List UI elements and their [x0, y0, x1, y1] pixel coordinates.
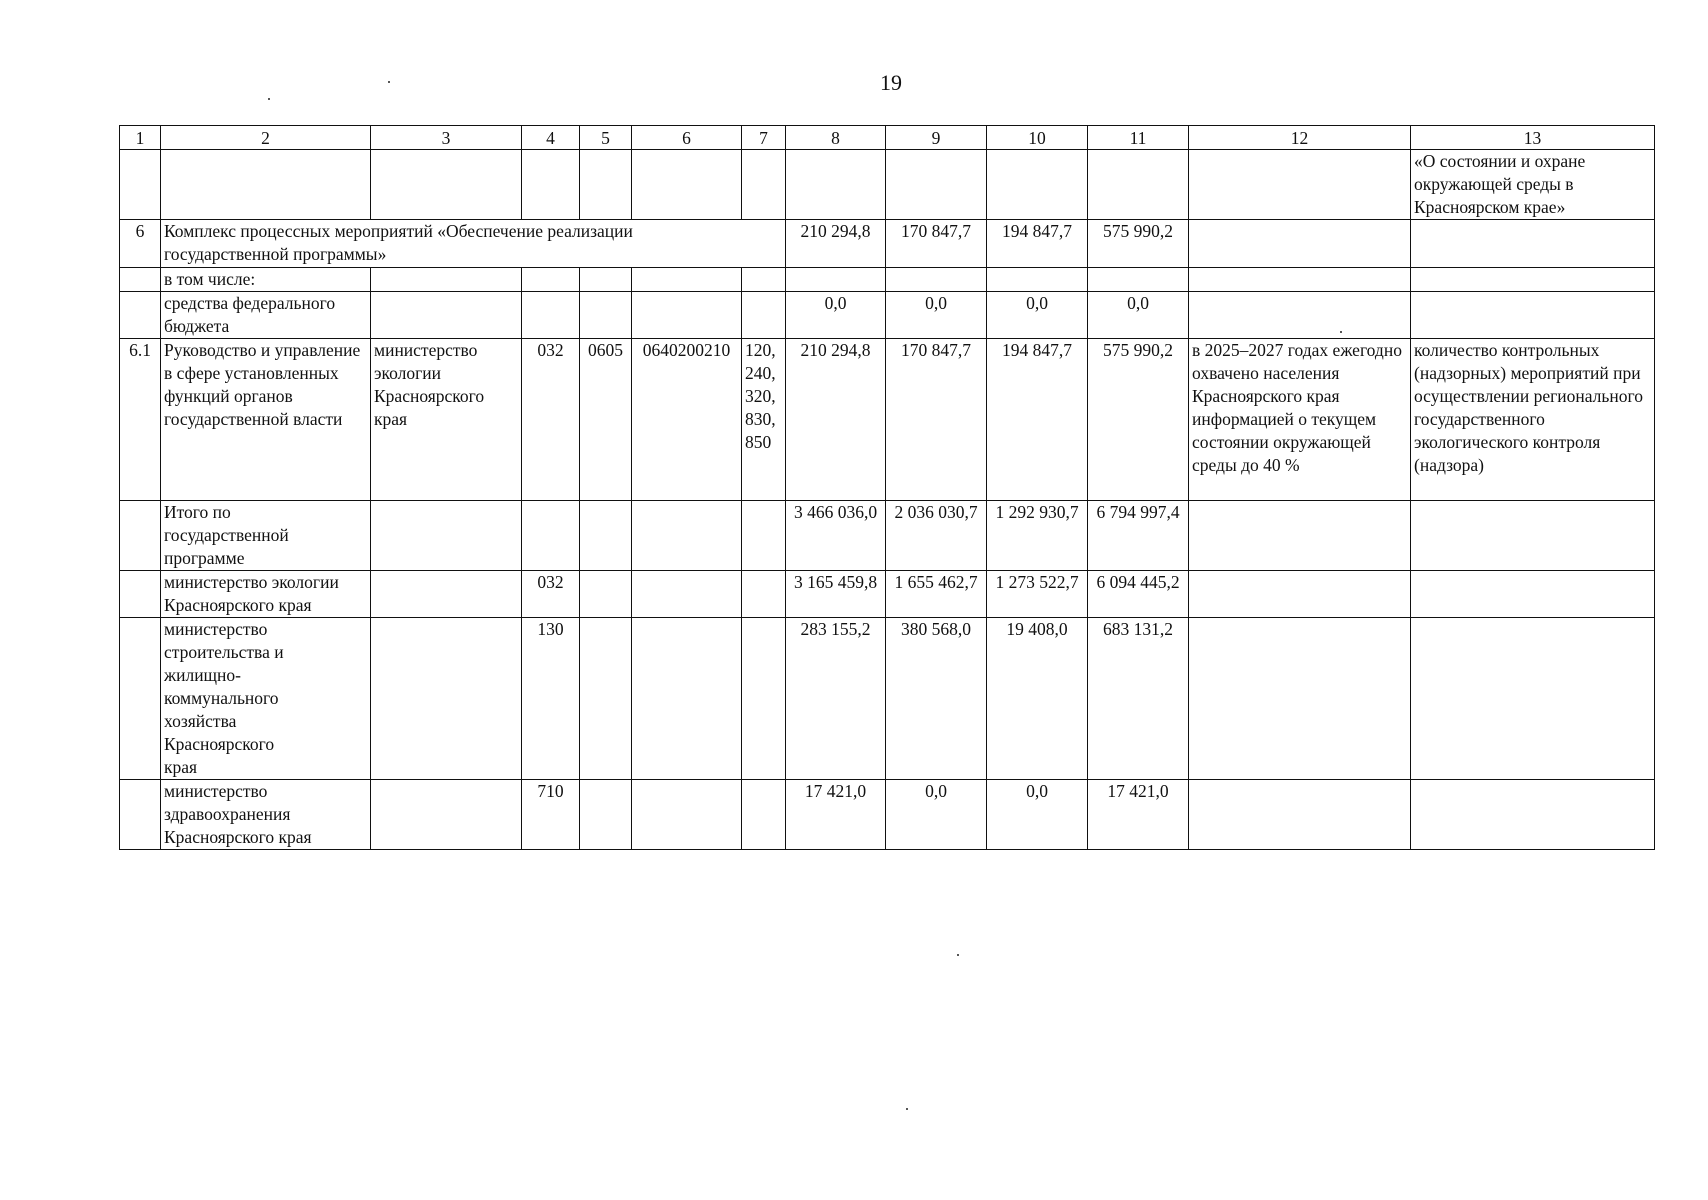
header-cell: 13	[1411, 126, 1655, 150]
cell-col8: 3 165 459,8	[786, 571, 886, 618]
table-row	[120, 571, 1655, 618]
cell-col10: 194 847,7	[987, 220, 1088, 268]
cell-col13: количество контрольных (надзорных) мероприятий при осуществлении регионального государственного экологического контроля (надзора)	[1411, 339, 1655, 501]
cell-col5: 0605	[580, 339, 632, 501]
header-cell: 10	[987, 126, 1088, 150]
cell-col9: 2 036 030,7	[886, 501, 987, 571]
cell-col10: 0,0	[987, 292, 1088, 339]
cell-col11: 575 990,2	[1088, 220, 1189, 268]
cell-col8: 210 294,8	[786, 220, 886, 268]
cell-col10: 194 847,7	[987, 339, 1088, 501]
cell-label: министерство экологии Красноярского края	[161, 571, 371, 618]
cell-col7: 120, 240, 320, 830, 850	[742, 339, 786, 501]
scan-speck	[388, 81, 390, 83]
header-cell: 11	[1088, 126, 1189, 150]
header-cell: 1	[120, 126, 161, 150]
cell-org: министерство экологии Красноярского края	[371, 339, 522, 501]
header-cell: 6	[632, 126, 742, 150]
cell-col11: 575 990,2	[1088, 339, 1189, 501]
header-cell: 4	[522, 126, 580, 150]
table-row	[120, 780, 1655, 850]
scan-speck	[1340, 331, 1342, 333]
header-cell: 2	[161, 126, 371, 150]
cell-col4: 032	[522, 571, 580, 618]
header-cell: 9	[886, 126, 987, 150]
cell-col11: 6 094 445,2	[1088, 571, 1189, 618]
cell-label: средства федерального бюджета	[161, 292, 371, 339]
table-row	[120, 220, 1655, 268]
cell-col12: в 2025–2027 годах ежегодно охвачено населения Красноярского края информацией о текущем состоянии окружающей среды до 40 %	[1189, 339, 1411, 501]
cell-num: 6	[120, 220, 161, 268]
cell-col8: 210 294,8	[786, 339, 886, 501]
table-row	[120, 618, 1655, 780]
scan-speck	[268, 98, 270, 100]
cell-col8: 0,0	[786, 292, 886, 339]
cell-col9: 170 847,7	[886, 339, 987, 501]
scan-speck	[957, 954, 959, 956]
cell-title: Комплекс процессных мероприятий «Обеспечение реализации государственной программы»	[161, 220, 786, 268]
cell-col9: 380 568,0	[886, 618, 987, 780]
cell-col10: 19 408,0	[987, 618, 1088, 780]
cell-col9: 0,0	[886, 780, 987, 850]
header-cell: 7	[742, 126, 786, 150]
cell-col8: 3 466 036,0	[786, 501, 886, 571]
budget-table	[119, 125, 1655, 850]
table-row	[120, 292, 1655, 339]
cell-name: Руководство и управление в сфере установленных функций органов государственной власти	[161, 339, 371, 501]
cell-label: Итого по государственной программе	[161, 501, 371, 571]
table-row	[120, 339, 1655, 501]
cell-col13: «О состоянии и охране окружающей среды в Красноярском крае»	[1411, 150, 1655, 220]
cell-col11: 0,0	[1088, 292, 1189, 339]
cell-col4: 130	[522, 618, 580, 780]
table-row	[120, 268, 1655, 292]
cell-col6: 0640200210	[632, 339, 742, 501]
cell-col11: 683 131,2	[1088, 618, 1189, 780]
cell-label: министерство строительства и жилищно-коммунального хозяйства Красноярского края	[161, 618, 371, 780]
header-cell: 8	[786, 126, 886, 150]
header-cell: 3	[371, 126, 522, 150]
cell-col4: 032	[522, 339, 580, 501]
scan-speck	[906, 1108, 908, 1110]
table-row	[120, 150, 1655, 220]
cell-col10: 1 292 930,7	[987, 501, 1088, 571]
cell-label: в том числе:	[161, 268, 371, 292]
cell-label: министерство здравоохранения Красноярского края	[161, 780, 371, 850]
header-cell: 5	[580, 126, 632, 150]
header-row	[120, 126, 1655, 150]
cell-col9: 170 847,7	[886, 220, 987, 268]
cell-col10: 1 273 522,7	[987, 571, 1088, 618]
cell-col8: 283 155,2	[786, 618, 886, 780]
cell-num: 6.1	[120, 339, 161, 501]
table-row	[120, 501, 1655, 571]
cell-col10: 0,0	[987, 780, 1088, 850]
cell-col8: 17 421,0	[786, 780, 886, 850]
cell-col11: 6 794 997,4	[1088, 501, 1189, 571]
header-cell: 12	[1189, 126, 1411, 150]
page-number: 19	[880, 70, 902, 95]
cell-col4: 710	[522, 780, 580, 850]
cell-col9: 0,0	[886, 292, 987, 339]
cell-col11: 17 421,0	[1088, 780, 1189, 850]
cell-col9: 1 655 462,7	[886, 571, 987, 618]
